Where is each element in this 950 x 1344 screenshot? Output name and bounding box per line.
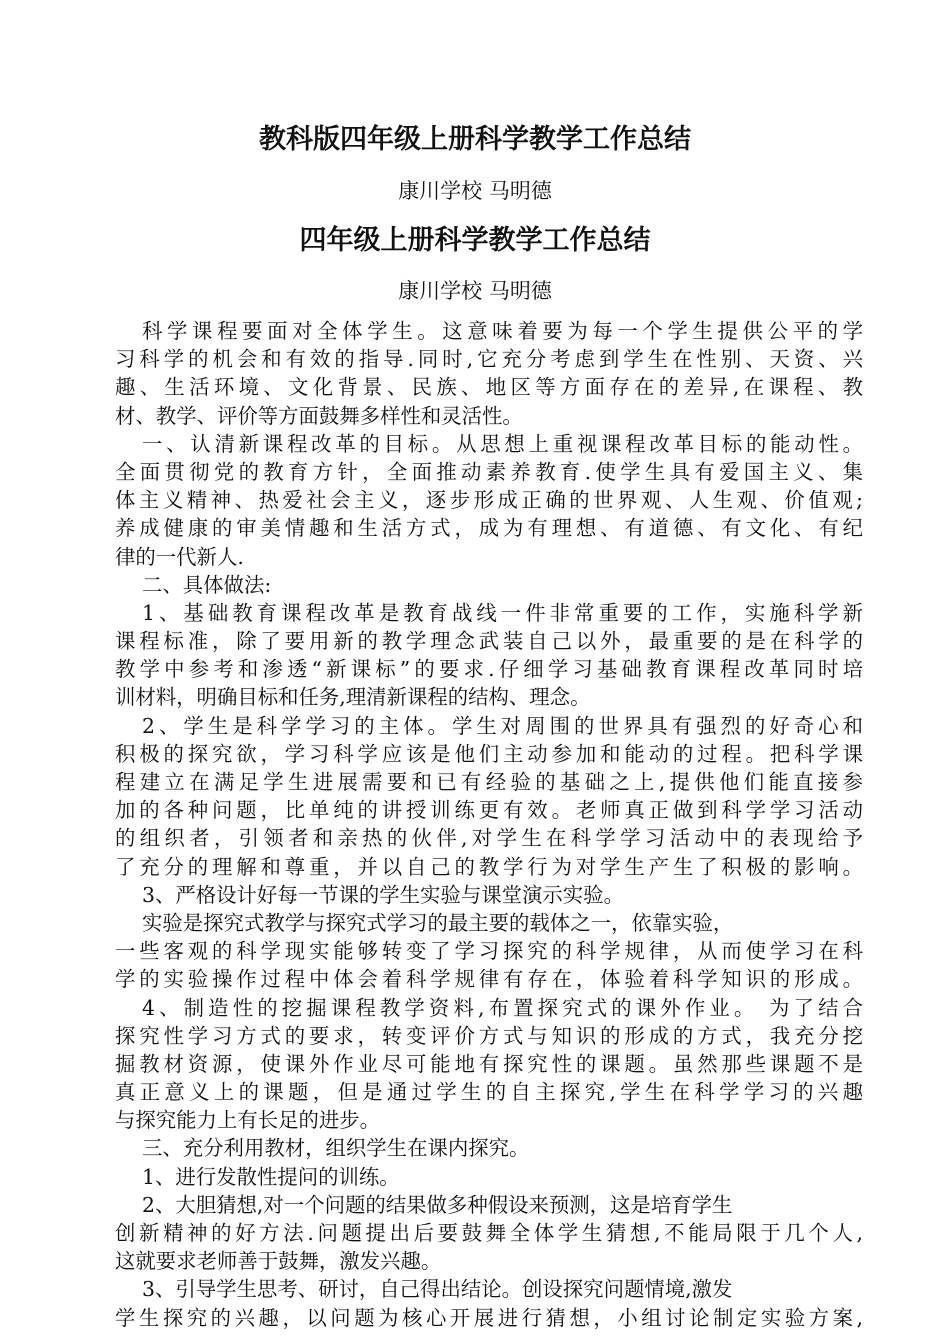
- text-line: 三、充分利用教材，组织学生在课内探究。: [142, 1136, 530, 1161]
- text-line: 训材料，明确目标和任务,理清新课程的结构、理念。: [115, 685, 591, 710]
- text-line: 3、引导学生思考、研讨，自己得出结论。创设探究问题情境,激发: [142, 1277, 733, 1302]
- text-line: 学生探究的兴趣，以问题为核心开展进行猜想，小组讨论制定实验方案,: [115, 1305, 863, 1330]
- text-line: 2、学生是科学学习的主体。学生对周围的世界具有强烈的好奇心和: [142, 713, 863, 738]
- text-line: 的组织者，引领者和亲热的伙伴,对学生在科学学习活动中的表现给予: [115, 826, 863, 851]
- text-line: 实验是探究式教学与探究式学习的最主要的载体之一，依靠实验，: [142, 910, 734, 935]
- text-line: 程建立在满足学生进展需要和已有经验的基础之上,提供他们能直接参: [115, 770, 863, 794]
- text-line: 趣、生活环境、文化背景、民族、地区等方面存在的差异,在课程、教: [115, 375, 863, 400]
- text-line: 了充分的理解和尊重，并以自己的教学行为对学生产生了积极的影响。: [115, 854, 863, 879]
- text-line: 积极的探究欲，学习科学应该是他们主动参加和能动的过程。把科学课: [115, 741, 863, 766]
- document-subtitle: 四年级上册科学教学工作总结: [299, 225, 651, 256]
- author-line: 康川学校 马明德: [398, 179, 552, 203]
- text-line: 习科学的机会和有效的指导.同时,它充分考虑到学生在性别、天资、兴: [115, 347, 863, 372]
- text-line: 掘教材资源，使课外作业尽可能地有探究性的课题。虽然那些课题不是: [115, 1051, 863, 1076]
- subtitle-author-line: 康川学校 马明德: [398, 279, 552, 303]
- text-line: 学的实验操作过程中体会着科学规律有存在，体验着科学知识的形成。: [115, 967, 863, 992]
- text-line: 这就要求老师善于鼓舞，激发兴趣。: [115, 1249, 442, 1274]
- document-title: 教科版四年级上册科学教学工作总结: [259, 124, 691, 155]
- text-line: 二、具体做法:: [142, 572, 272, 597]
- text-line: 1、进行发散性提问的训练。: [142, 1164, 400, 1189]
- text-line: 一些客观的科学现实能够转变了学习探究的科学规律，从而使学习在科: [115, 939, 863, 964]
- document-body: [115, 317, 863, 1332]
- text-line: 创新精神的好方法.问题提出后要鼓舞全体学生猜想,不能局限于几个人,: [115, 1221, 863, 1245]
- text-line: 加的各种问题，比单纯的讲授训练更有效。老师真正做到科学学习活动: [115, 798, 863, 823]
- text-line: 养成健康的审美情趣和生活方式，成为有理想、有道德、有文化、有纪: [115, 516, 863, 541]
- text-line: 3、严格设计好每一节课的学生实验与课堂演示实验。: [142, 882, 624, 907]
- text-line: 4、制造性的挖掘课程教学资料,布置探究式的课外作业。 为了结合: [142, 995, 863, 1020]
- text-line: 探究性学习方式的要求，转变评价方式与知识的形成的方式，我充分挖: [115, 1023, 863, 1048]
- text-line: 律的一代新人.: [115, 544, 244, 569]
- text-line: 课程标准，除了要用新的教学理念武装自己以外，最重要的是在科学的: [115, 629, 863, 654]
- text-line: 一、认清新课程改革的目标。从思想上重视课程改革目标的能动性。: [142, 431, 863, 456]
- text-line: 体主义精神、热爱社会主义，逐步形成正确的世界观、人生观、价值观;: [115, 488, 863, 513]
- text-line: 2、大胆猜想,对一个问题的结果做多种假设来预测，这是培育学生: [142, 1192, 733, 1217]
- text-line: 与探究能力上有长足的进步。: [115, 1108, 381, 1133]
- text-line: 全面贯彻党的教育方针，全面推动素养教育.使学生具有爱国主义、集: [115, 459, 863, 484]
- text-line: 1、基础教育课程改革是教育战线一件非常重要的工作，实施科学新: [142, 600, 863, 625]
- text-line: 真正意义上的课题，但是通过学生的自主探究,学生在科学学习的兴趣: [115, 1080, 863, 1105]
- text-line: 材、教学、评价等方面鼓舞多样性和灵活性。: [115, 403, 523, 428]
- text-line: 教学中参考和渗透“新课标”的要求.仔细学习基础教育课程改革同时培: [115, 657, 863, 682]
- text-line: 科学课程要面对全体学生。这意味着要为每一个学生提供公平的学: [142, 319, 863, 343]
